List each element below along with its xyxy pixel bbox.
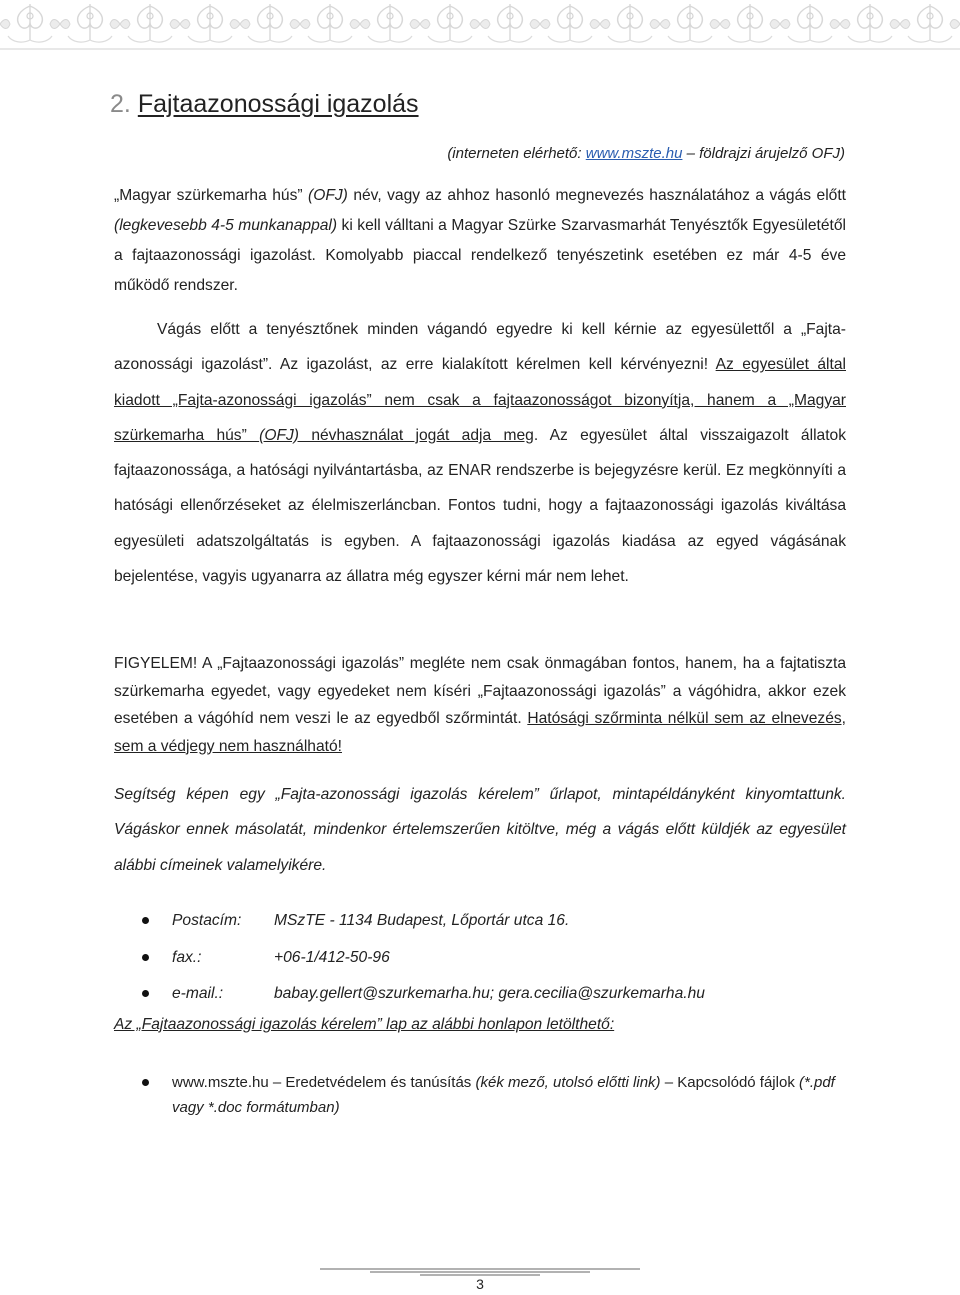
- intro-paragraph: [114, 181, 846, 301]
- process-text-2: . Az egyesület által visszaigazolt állatok fajtaazonossága, a hatósági nyilvántartásba, az ENAR rendszerbe is bejegyzésre kerül. Ez megkönnyíti a hatósági ellenőrzéseket az élelmiszerláncban. Fontos tudni, hogy a fajtaazonossági igazolás kiváltása egyesületi adatszolgáltatás is egyben. A fajtaazonossági igazolás kiadása az egyed vágásának bejelentése, vagyis ugyanarra az állatra még egyszer kérni már nem lehet.: [114, 426, 847, 586]
- header-ornament: [0, 0, 960, 52]
- contact-item-email: [142, 979, 705, 1016]
- warning-underlined: Hatósági szőrminta nélkül sem az elnevezés, sem a védjegy nem használható!: [114, 710, 846, 755]
- download-link-target: – Kapcsolódó fájlok: [660, 1074, 799, 1091]
- bullet-icon: [142, 990, 149, 997]
- intro-text-3: ki kell válltani a Magyar Szürke Szarvasmarhát Tenyésztők Egyesületétől a fajtaazonossági igazolást. Komolyabb piaccal rendelkező tenyészetink esetében ez már 4-5 éve működő rendszer.: [114, 217, 846, 294]
- contact-item-fax: [142, 943, 705, 980]
- process-underlined-ofj: (OFJ): [259, 426, 299, 444]
- intro-text-2: név, vagy az ahhoz hasonló megnevezés használatához a vágás előtt: [347, 187, 847, 204]
- download-link-hint: (kék mező, utolsó előtti link): [475, 1074, 661, 1091]
- download-link-item: [142, 1070, 847, 1120]
- bullet-icon: [142, 954, 149, 961]
- download-link-formats: (*.pdf vagy *.doc formátumban): [172, 1074, 835, 1116]
- intro-deadline: (legkevesebb 4-5 munkanappal): [114, 217, 338, 234]
- source-note-prefix: (interneten elérhető:: [447, 145, 586, 162]
- page-number: 3: [476, 1276, 484, 1292]
- contact-item-postal: [142, 906, 705, 943]
- download-link-list: [142, 1070, 847, 1120]
- process-text-1: Vágás előtt a tenyésztőnek minden vágandó egyedre ki kell kérnie az egyesülettől a „Fajta-azonossági igazolást”. Az igazolást, az erre kialakított kérelmen kell kérvényezni!: [114, 321, 846, 374]
- contact-value: babay.gellert@szurkemarha.hu; gera.cecilia@szurkemarha.hu: [274, 985, 705, 1002]
- section-heading: [110, 90, 419, 119]
- bullet-icon: [142, 1079, 149, 1086]
- process-underlined-1: Az egyesület által kiadott „Fajta-azonossági igazolás” nem csak a fajtaazonosságot bizonyítja, hanem a „Magyar szürkemarha hús”: [114, 356, 846, 444]
- download-link-path: www.mszte.hu – Eredetvédelem és tanúsítás: [172, 1074, 476, 1091]
- help-paragraph: Segítség képen egy „Fajta-azonossági igazolás kérelem” űrlapot, mintapéldányként kinyomtattunk. Vágáskor ennek másolatát, mindenkor értelemszerűen kitöltve, még a vágás előtt küldjék az egyesület alábbi címeinek valamelyikére.: [114, 786, 846, 874]
- source-note-suffix: – földrajzi árujelző OFJ): [682, 145, 845, 162]
- bullet-icon: [142, 917, 149, 924]
- process-underlined-2: névhasználat jogát adja meg: [298, 426, 534, 444]
- section-number: 2.: [110, 90, 131, 118]
- contact-value: +06-1/412-50-96: [274, 948, 390, 966]
- contact-label: fax.:: [172, 948, 202, 966]
- warning-text: FIGYELEM! A „Fajtaazonossági igazolás” megléte nem csak önmagában fontos, hanem, ha a fajtatiszta szürkemarha egyedet, vagy egyedeket nem kíséri „Fajtaazonossági igazolás” a vágóhidra, akkor ezek esetében a vágóhíd nem veszi le az egyedből szőrmintát.: [114, 655, 846, 727]
- warning-paragraph: [114, 650, 846, 760]
- contact-label: e-mail.:: [172, 985, 224, 1002]
- contact-value: MSzTE - 1134 Budapest, Lőportár utca 16.: [274, 912, 570, 929]
- intro-ofj: (OFJ): [308, 187, 348, 204]
- source-note: [447, 145, 845, 162]
- intro-text-1: „Magyar szürkemarha hús”: [114, 187, 309, 204]
- contact-list: [142, 906, 705, 1016]
- process-paragraph: [114, 312, 846, 594]
- download-note: Az „Fajtaazonossági igazolás kérelem” lap az alábbi honlapon letölthető:: [114, 1016, 615, 1033]
- mszte-link[interactable]: www.mszte.hu: [585, 145, 683, 162]
- section-title: Fajtaazonossági igazolás: [137, 90, 419, 118]
- contact-label: Postacím:: [172, 912, 242, 929]
